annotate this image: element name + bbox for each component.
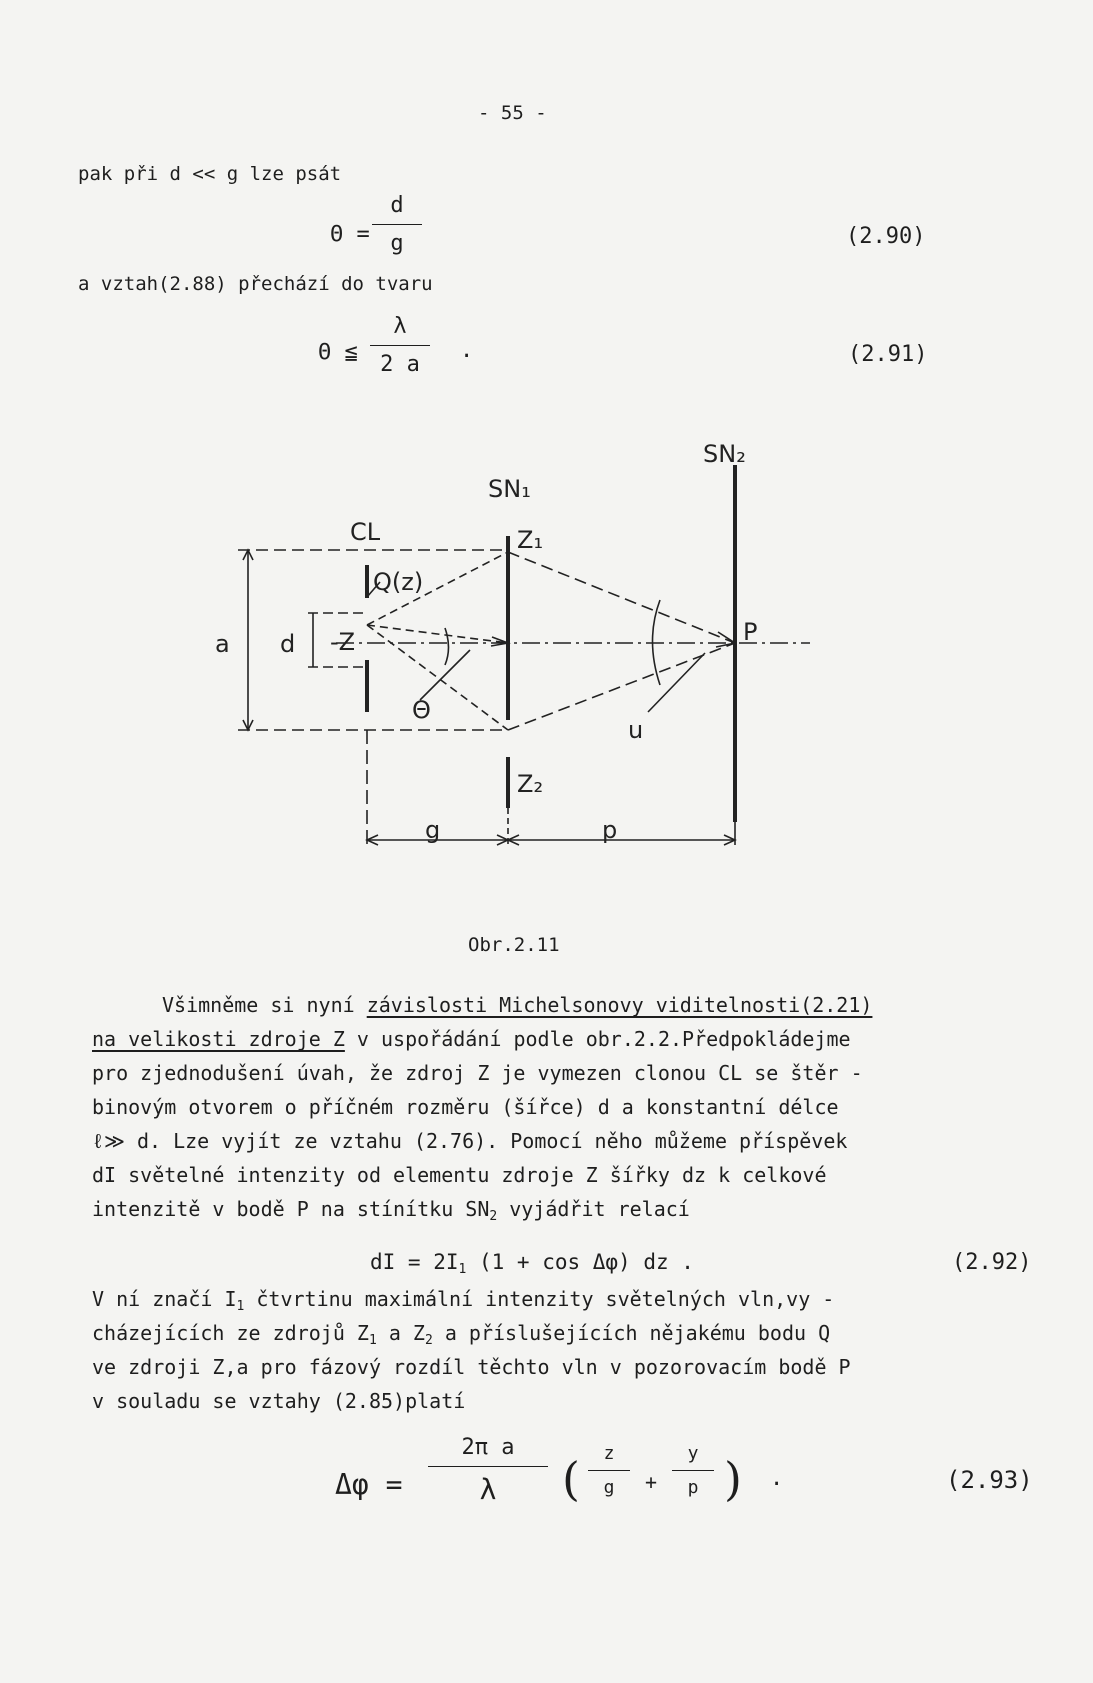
eq-2-93-fraction-2: y p: [672, 1443, 714, 1498]
eq-2-93-open-paren: (: [562, 1452, 580, 1506]
eq-2-93-main-den: λ: [479, 1473, 497, 1506]
eq-2-91-label: (2.91): [848, 342, 928, 367]
label-d: d: [280, 630, 296, 658]
p2-line-3: ve zdroji Z,a pro fázový rozdíl těchto vln v pozorovacím bodě P: [92, 1355, 851, 1379]
page-number: - 55 -: [478, 102, 547, 124]
eq-2-93-plus: +: [645, 1470, 658, 1494]
eq-2-93-fraction-1: z g: [588, 1443, 630, 1498]
eq-2-90-denominator: g: [390, 231, 404, 256]
p2-line-2: cházejících ze zdrojů $Z_1$ a $Z_2$ a příslušejících nějakému bodu Q: [92, 1321, 831, 1348]
p1-line-5: ℓ≫ d. Lze vyjít ze vztahu (2.76). Pomocí něho můžeme příspěvek: [92, 1129, 848, 1153]
p1-line-7: intenzitě v bodě P na stínítku $SN_2$ vyjádřit relací: [92, 1197, 690, 1224]
label-u: u: [628, 716, 644, 744]
p1-line-1: Všimněme si nyní závislosti Michelsonovy viditelnosti(2.21): [162, 993, 873, 1017]
figure-caption: Obr.2.11: [468, 934, 560, 956]
label-minus-z: -Z: [330, 628, 356, 656]
eq-2-93-label: (2.93): [946, 1466, 1033, 1494]
eq-2-91-numerator: λ: [393, 314, 407, 339]
eq-2-92-label: (2.92): [952, 1250, 1032, 1275]
text-line-2: a vztah(2.88) přechází do tvaru: [78, 273, 433, 295]
eq-2-93-tail: .: [770, 1466, 784, 1491]
label-p-dist: p: [602, 816, 618, 844]
eq-2-93-main-fraction: [428, 1435, 548, 1506]
p2-line-4: v souladu se vztahy (2.85)platí: [92, 1389, 466, 1413]
eq-2-91-tail: .: [460, 338, 474, 363]
eq-2-93-lhs: Δφ =: [335, 1468, 403, 1501]
eq-2-93-main-num: 2π a: [461, 1435, 515, 1460]
label-sn2: SN₂: [703, 440, 746, 468]
ray-z1-p: [508, 552, 735, 643]
label-p-point: P: [743, 618, 758, 646]
label-z2: Z₂: [517, 770, 544, 798]
paragraph-2: [92, 1282, 1027, 1418]
label-sn1: SN₁: [488, 475, 531, 503]
p1-line-2: na velikosti zdroje Z v uspořádání podle obr.2.2.Předpokládejme: [92, 1027, 851, 1051]
label-qz: Q(z): [373, 568, 424, 596]
p1-line-4: binovým otvorem o příčném rozměru (šířce) d a konstantní délce: [92, 1095, 839, 1119]
p2-line-1: V ní značí $I_1$ čtvrtinu maximální intenzity světelných vln,vy -: [92, 1287, 835, 1314]
label-z1: Z₁: [517, 526, 544, 554]
eq-2-90-lhs: Θ =: [330, 222, 370, 247]
paragraph-1: [92, 988, 1027, 1226]
label-a: a: [215, 630, 230, 658]
link-visibility-dependency: závislosti Michelsonovy viditelnosti(2.21): [366, 993, 873, 1017]
eq-2-90-label: (2.90): [846, 224, 926, 249]
eq-2-91-lhs: Θ ≦: [318, 340, 358, 365]
label-g: g: [425, 816, 441, 844]
source-size-underlined: na velikosti zdroje Z: [92, 1027, 345, 1051]
label-cl: CL: [350, 518, 381, 546]
eq-2-92: dI = $2I_1$ (1 + cos Δφ) dz .: [370, 1250, 694, 1277]
eq-2-90-numerator: d: [390, 193, 404, 218]
theta-pointer: [420, 650, 470, 700]
intro-line: pak při d << g lze psát: [78, 163, 342, 185]
p1-line-3: pro zjednodušení úvah, že zdroj Z je vymezen clonou CL se štěr -: [92, 1061, 863, 1085]
label-theta: Θ: [412, 696, 431, 724]
theta-arc: [445, 628, 449, 665]
p1-line-6: dI světelné intenzity od elementu zdroje Z šířky dz k celkové: [92, 1163, 827, 1187]
eq-2-93-close-paren: ): [724, 1452, 742, 1506]
u-pointer: [648, 653, 705, 712]
eq-2-91-denominator: 2 a: [380, 352, 420, 377]
